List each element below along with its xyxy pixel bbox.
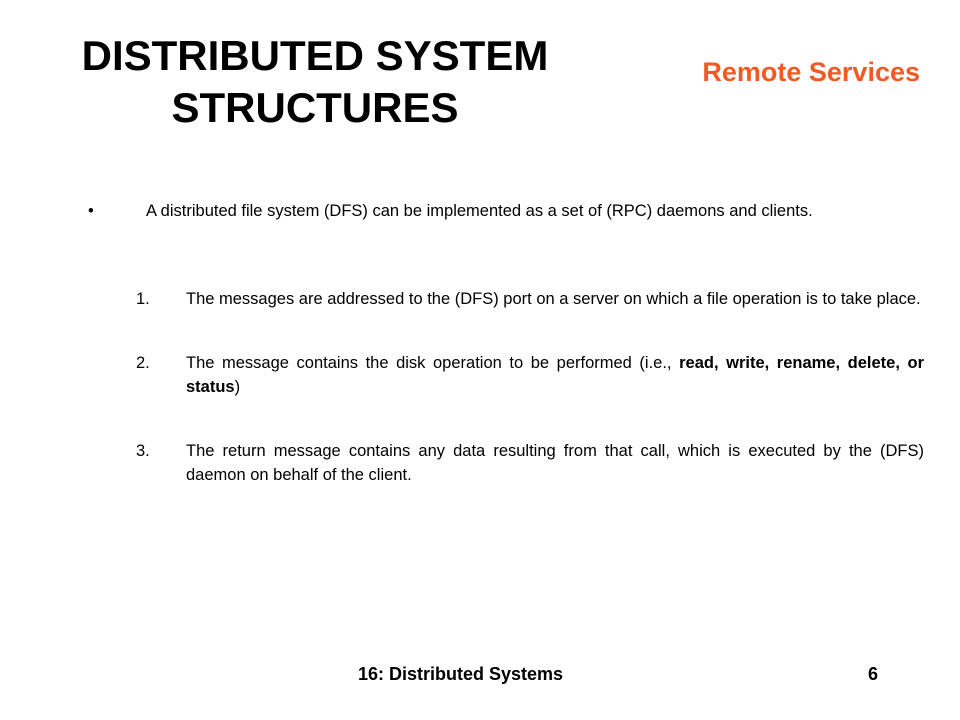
list-item-number: 3.	[136, 442, 150, 460]
list-item-text-before: The message contains the disk operation to be performed (i.e.,	[186, 354, 680, 372]
page-number: 6	[867, 664, 878, 684]
slide-title-line-2: STRUCTURES	[171, 84, 459, 131]
numbered-list	[136, 287, 924, 527]
list-item-text: The return message contains any data resulting from that call, which is executed by the (DFS) daemon on behalf of the client.	[186, 442, 924, 484]
list-item-number: 2.	[136, 354, 150, 372]
slide-title-line-1: DISTRIBUTED SYSTEM	[81, 32, 549, 79]
bullet-item	[88, 199, 924, 223]
list-item-bold-operations: read, write, rename, delete, or status	[186, 354, 924, 396]
list-item-text: The messages are addressed to the (DFS) port on a server on which a file operation is to take place.	[186, 290, 921, 308]
list-item	[136, 351, 924, 399]
list-item-text	[186, 351, 924, 399]
bullet-marker: •	[88, 202, 94, 220]
list-item-number: 1.	[136, 290, 150, 308]
list-item-text-after: )	[234, 378, 241, 396]
section-title: Remote Services	[702, 57, 920, 87]
list-item	[136, 439, 924, 487]
slide-title	[30, 30, 600, 134]
bullet-text: A distributed file system (DFS) can be implemented as a set of (RPC) daemons and clients.	[146, 202, 813, 220]
footer-title: 16: Distributed Systems	[358, 664, 564, 684]
list-item	[136, 287, 924, 311]
